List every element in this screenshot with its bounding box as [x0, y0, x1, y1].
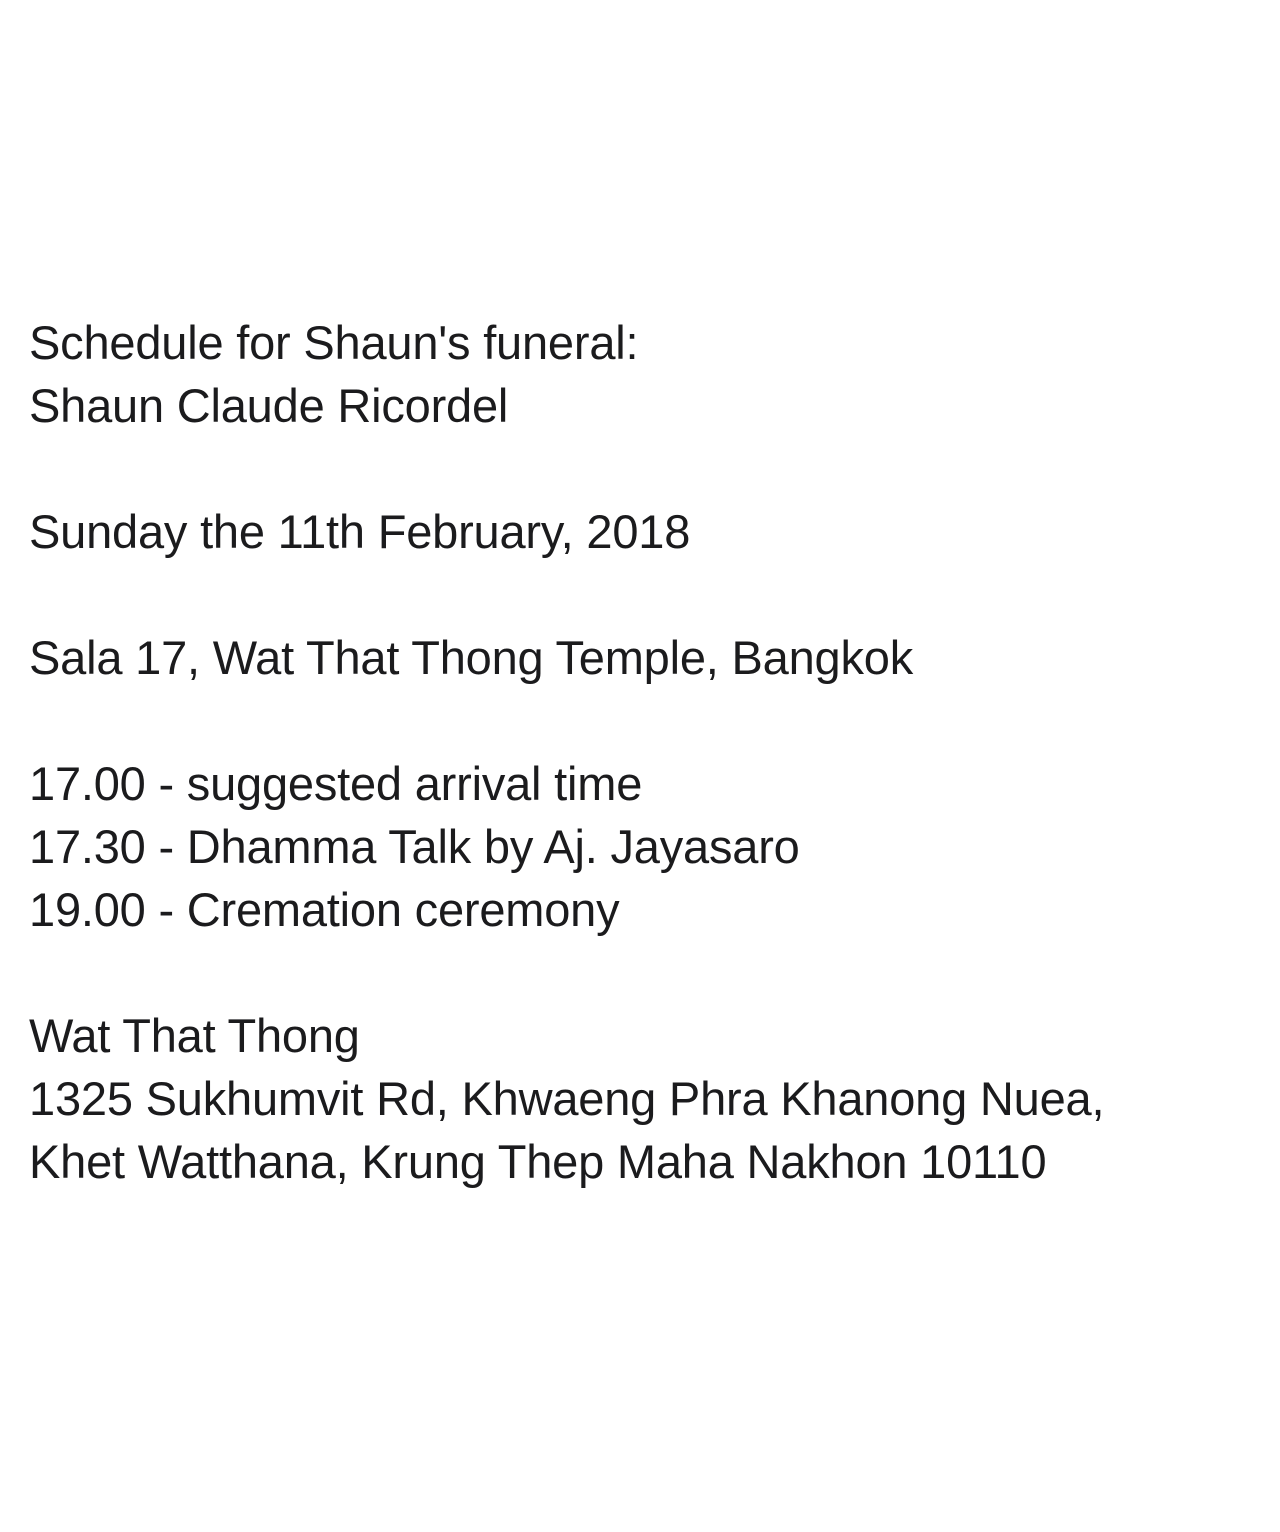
spacer: [29, 689, 1259, 752]
spacer: [29, 941, 1259, 1004]
event-venue: Sala 17, Wat That Thong Temple, Bangkok: [29, 631, 914, 684]
address-line-2: Khet Watthana, Krung Thep Maha Nakhon 10110: [29, 1135, 1047, 1188]
schedule-item: 19.00 - Cremation ceremony: [29, 883, 620, 936]
spacer: [29, 563, 1259, 626]
funeral-schedule-document: [29, 311, 1259, 1193]
address-name: Wat That Thong: [29, 1009, 360, 1062]
schedule-title: Schedule for Shaun's funeral:: [29, 316, 639, 369]
spacer: [29, 437, 1259, 500]
schedule-item: 17.00 - suggested arrival time: [29, 757, 643, 810]
event-date: Sunday the 11th February, 2018: [29, 505, 691, 558]
address-line-1: 1325 Sukhumvit Rd, Khwaeng Phra Khanong Nuea,: [29, 1072, 1105, 1125]
deceased-name: Shaun Claude Ricordel: [29, 379, 509, 432]
schedule-item: 17.30 - Dhamma Talk by Aj. Jayasaro: [29, 820, 800, 873]
